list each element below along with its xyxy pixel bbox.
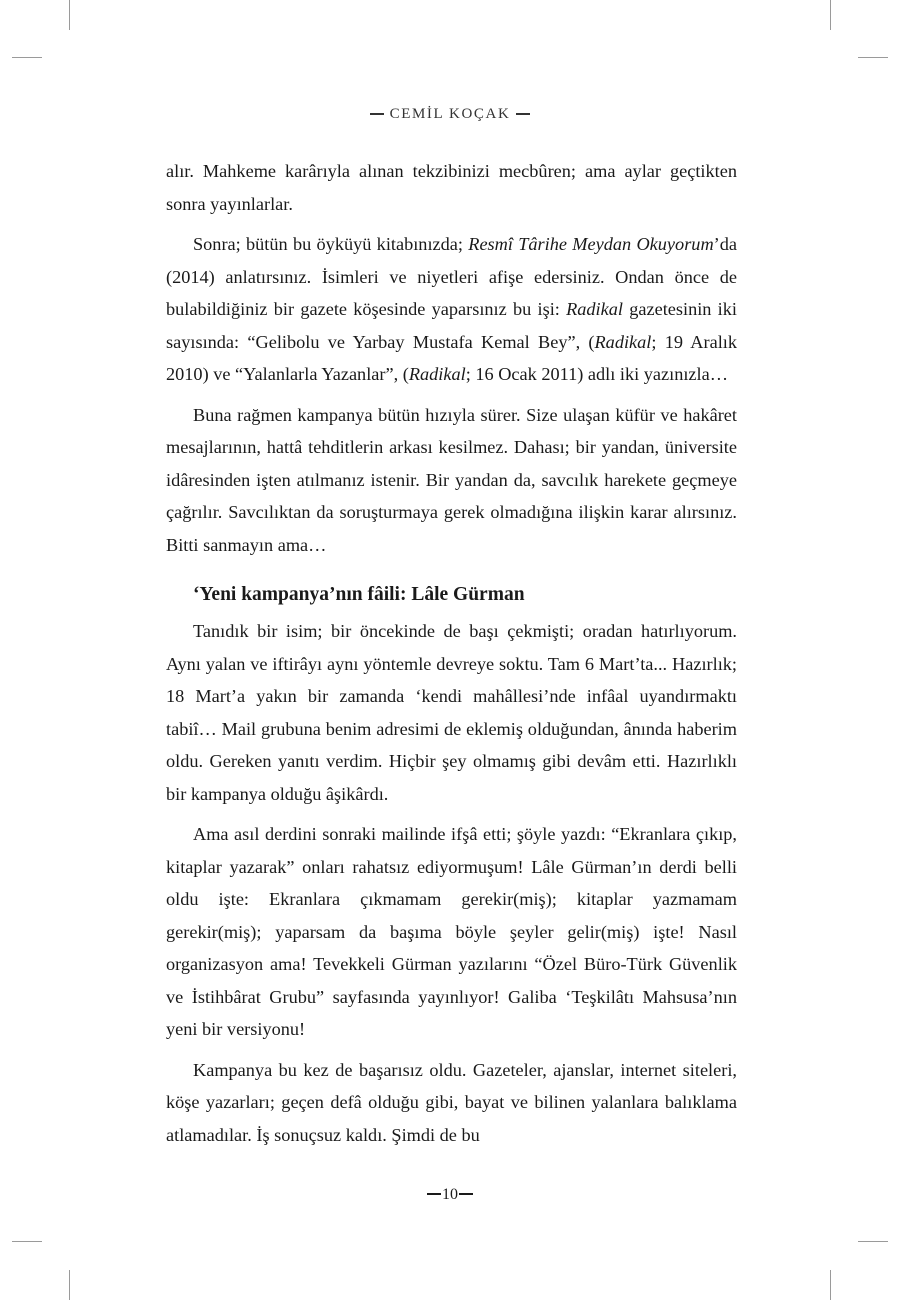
paragraph-2-part-c: gazetesinin iki sayısında: “Gelibolu ve Yarbay Mustafa Kemal Bey”, ( — [166, 299, 737, 352]
body-text — [166, 155, 737, 1159]
crop-mark-top-right — [830, 0, 831, 30]
running-head-title: CEMİL KOÇAK — [389, 106, 511, 122]
crop-mark-left-top — [12, 57, 42, 58]
paragraph-6: Kampanya bu kez de başarısız oldu. Gazeteler, ajanslar, internet siteleri, köşe yazarları; geçen defâ olduğu gibi, bayat ve bilinen yalanlara balıklama atlamadılar. İş sonuçsuz kaldı. Şimdi de bu — [166, 1059, 737, 1145]
paragraph-2-part-e: ; 16 Ocak 2011) adlı iki yazınızla… — [465, 364, 728, 384]
section-heading: ‘Yeni kampanya’nın fâili: Lâle Gürman — [193, 584, 525, 605]
running-head — [0, 106, 900, 123]
paragraph-5: Ama asıl derdini sonraki mailinde ifşâ etti; şöyle yazdı: “Ekranlara çıkıp, kitaplar yazarak” onları rahatsız ediyormuşum! Lâle Gürman’ın derdi belli oldu işte: Ekranlara çıkmamam gerekir(miş); kitaplar yazmamam gerekir(miş); yaparsam da başıma böyle şeyler gelir(miş) işte! Nasıl organizasyon ama! Tevekkeli Gürman yazılarını “Özel Büro-Türk Güvenlik ve İstihbârat Grubu” sayfasında yayınlıyor! Galiba ‘Teşkilâtı Mahsusa’nın yeni bir versiyonu! — [166, 824, 737, 1039]
paragraph-3: Buna rağmen kampanya bütün hızıyla sürer. Size ulaşan küfür ve hakâret mesajlarının, hattâ tehditlerin arkası kesilmez. Dahası; bir yandan, üniversite idâresinden işten atılmanız istenir. Bir yandan da, savcılık harekete geçmeye çağrılır. Savcılıktan da soruşturmaya gerek olmadığına ilişkin karar alırsınız. Bitti sanmayın ama… — [166, 404, 737, 555]
paragraph-2-part-b: ’da (2014) anlatırsınız. İsimleri ve niyetleri afişe edersiniz. Ondan önce de bulabildiğiniz bir gazete köşesinde yaparsınız bu işi: — [166, 234, 737, 319]
running-head-dash-right — [516, 113, 530, 115]
newspaper-name: Radikal — [594, 331, 652, 352]
crop-mark-bottom-left — [69, 1270, 70, 1300]
paragraph-2-part-d: ; 19 Aralık 2010) ve “Yalanlarla Yazanlar”, ( — [166, 331, 737, 384]
crop-mark-bottom-right — [830, 1270, 831, 1300]
book-title: Resmî Târihe Meydan Okuyorum — [468, 234, 714, 254]
newspaper-name: Radikal — [408, 364, 466, 384]
paragraph-4: Tanıdık bir isim; bir öncekinde de başı çekmişti; oradan hatırlıyorum. Aynı yalan ve iftirâyı aynı yöntemle devreye soktu. Tam 6 Mart’ta... Hazırlık; 18 Mart’a yakın bir zamanda ‘kendi mahâllesi’nde infâal uyandırmaktı tabiî… Mail grubuna benim adresimi de eklemiş olduğundan, ânında haberim oldu. Gereken yanıtı verdim. Hiçbir şey olmamış gibi devâm etti. Hazırlıklı bir kampanya olduğu âşikârdı. — [166, 621, 737, 804]
crop-mark-right-top — [858, 57, 888, 58]
paragraph-2-part-a: Sonra; bütün bu öyküyü kitabınızda; — [193, 234, 469, 254]
running-head-dash-left — [370, 113, 384, 115]
newspaper-name: Radikal — [566, 299, 623, 319]
crop-mark-right-bottom — [858, 1241, 888, 1242]
crop-mark-left-bottom — [12, 1241, 42, 1242]
page-number — [0, 1186, 900, 1204]
paragraph-1: alır. Mahkeme karârıyla alınan tekzibinizi mecbûren; ama aylar geçtikten sonra yayınlarlar. — [166, 161, 737, 214]
paragraph-2 — [166, 228, 737, 391]
crop-mark-top-left — [69, 0, 70, 30]
page-number-dash-right — [459, 1193, 473, 1195]
page-number-dash-left — [427, 1193, 441, 1195]
page-number-value: 10 — [442, 1186, 458, 1203]
